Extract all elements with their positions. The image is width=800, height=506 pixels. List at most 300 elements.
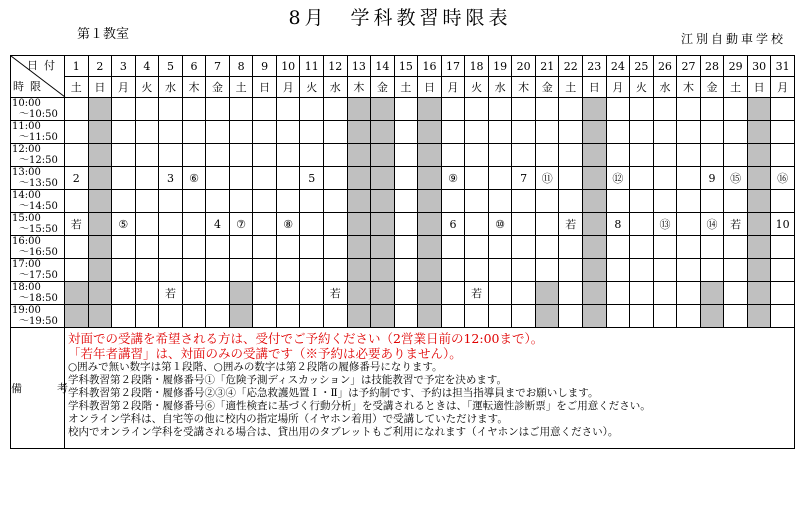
schedule-cell xyxy=(182,236,206,259)
weekday-label: 日 xyxy=(253,77,277,98)
schedule-cell xyxy=(159,236,183,259)
day-number: 2 xyxy=(88,56,112,77)
day-number: 8 xyxy=(229,56,253,77)
schedule-cell xyxy=(630,236,654,259)
schedule-cell xyxy=(488,282,512,305)
schedule-cell xyxy=(700,282,724,305)
schedule-cell xyxy=(418,213,442,236)
schedule-cell xyxy=(229,305,253,328)
schedule-cell xyxy=(88,144,112,167)
schedule-cell: 若 xyxy=(724,213,748,236)
schedule-cell xyxy=(182,98,206,121)
schedule-cell xyxy=(253,121,277,144)
schedule-cell xyxy=(229,190,253,213)
schedule-cell xyxy=(559,144,583,167)
schedule-cell xyxy=(324,305,348,328)
weekday-label: 土 xyxy=(559,77,583,98)
day-number: 19 xyxy=(488,56,512,77)
schedule-cell xyxy=(583,98,607,121)
day-number: 26 xyxy=(653,56,677,77)
weekday-label: 木 xyxy=(182,77,206,98)
schedule-cell xyxy=(300,213,324,236)
schedule-cell xyxy=(465,167,489,190)
schedule-cell xyxy=(88,190,112,213)
schedule-cell xyxy=(300,144,324,167)
schedule-cell xyxy=(276,282,300,305)
weekday-label: 金 xyxy=(700,77,724,98)
schedule-cell xyxy=(88,236,112,259)
weekday-label: 日 xyxy=(747,77,771,98)
schedule-cell xyxy=(324,144,348,167)
schedule-cell: ⑤ xyxy=(112,213,136,236)
schedule-cell xyxy=(112,236,136,259)
schedule-cell xyxy=(394,213,418,236)
room-label: 第１教室 xyxy=(77,27,130,42)
schedule-cell xyxy=(300,305,324,328)
day-number: 14 xyxy=(371,56,395,77)
period-row xyxy=(11,305,795,328)
schedule-cell: 若 xyxy=(465,282,489,305)
schedule-cell xyxy=(418,190,442,213)
schedule-cell xyxy=(300,236,324,259)
schedule-cell xyxy=(677,259,701,282)
schedule-cell: ⑯ xyxy=(771,167,795,190)
schedule-cell: 7 xyxy=(512,167,536,190)
schedule-cell xyxy=(606,236,630,259)
schedule-cell xyxy=(371,121,395,144)
corner-date-label: 日付 xyxy=(27,59,61,72)
schedule-cell xyxy=(347,167,371,190)
period-end: 〜15:50 xyxy=(19,224,58,235)
schedule-cell xyxy=(747,282,771,305)
schedule-cell xyxy=(559,190,583,213)
schedule-cell xyxy=(112,305,136,328)
schedule-cell xyxy=(300,121,324,144)
period-end: 〜10:50 xyxy=(19,109,58,120)
schedule-cell xyxy=(512,305,536,328)
schedule-cell xyxy=(512,213,536,236)
schedule-cell xyxy=(347,121,371,144)
period-time xyxy=(11,190,65,213)
weekday-label: 土 xyxy=(65,77,89,98)
schedule-cell xyxy=(700,144,724,167)
schedule-cell xyxy=(135,305,159,328)
schedule-cell xyxy=(677,121,701,144)
schedule-cell xyxy=(630,98,654,121)
schedule-cell: 9 xyxy=(700,167,724,190)
day-number: 24 xyxy=(606,56,630,77)
schedule-cell xyxy=(276,190,300,213)
schedule-cell xyxy=(559,98,583,121)
schedule-cell xyxy=(653,305,677,328)
schedule-cell xyxy=(677,282,701,305)
schedule-cell xyxy=(747,144,771,167)
schedule-cell: 3 xyxy=(159,167,183,190)
schedule-cell xyxy=(653,167,677,190)
weekday-label: 木 xyxy=(347,77,371,98)
schedule-cell xyxy=(700,121,724,144)
schedule-cell xyxy=(135,167,159,190)
schedule-cell xyxy=(182,282,206,305)
notes-body xyxy=(65,328,795,449)
weekday-label: 月 xyxy=(606,77,630,98)
period-row xyxy=(11,121,795,144)
period-row xyxy=(11,98,795,121)
day-number: 5 xyxy=(159,56,183,77)
schedule-cell xyxy=(653,190,677,213)
schedule-cell xyxy=(112,144,136,167)
schedule-cell xyxy=(677,167,701,190)
day-number: 10 xyxy=(276,56,300,77)
schedule-cell xyxy=(488,236,512,259)
day-number: 31 xyxy=(771,56,795,77)
schedule-cell xyxy=(700,236,724,259)
weekday-label: 火 xyxy=(630,77,654,98)
schedule-cell xyxy=(347,190,371,213)
schedule-cell xyxy=(653,144,677,167)
schedule-cell xyxy=(512,282,536,305)
schedule-cell xyxy=(488,98,512,121)
schedule-cell xyxy=(276,98,300,121)
schedule-cell xyxy=(465,144,489,167)
schedule-cell xyxy=(371,236,395,259)
day-number: 12 xyxy=(324,56,348,77)
schedule-cell xyxy=(182,190,206,213)
schedule-cell: 若 xyxy=(159,282,183,305)
note-line: 学科教習第２段階・履修番号①「危険予測ディスカッション」は技能教習で予定を決めます。 xyxy=(68,374,508,386)
weekday-label: 金 xyxy=(371,77,395,98)
schedule-cell: 10 xyxy=(771,213,795,236)
schedule-cell xyxy=(441,121,465,144)
schedule-cell xyxy=(324,167,348,190)
note-line: 学科教習第２段階・履修番号②③④「応急救護処置Ｉ・Ⅱ」は予約制です、予約は担当指導員までお願いします。 xyxy=(68,387,599,399)
weekday-label: 月 xyxy=(441,77,465,98)
notes-heading: 備 考 xyxy=(11,328,65,449)
period-time xyxy=(11,305,65,328)
schedule-cell xyxy=(441,190,465,213)
schedule-cell xyxy=(535,144,559,167)
schedule-cell xyxy=(135,259,159,282)
schedule-cell xyxy=(630,144,654,167)
note-line: 学科教習第２段階・履修番号⑥「適性検査に基づく行動分析」を受講されるときは、「運転適性診断票」をご用意ください。 xyxy=(68,400,651,412)
schedule-cell xyxy=(724,282,748,305)
period-end: 〜18:50 xyxy=(19,293,58,304)
schedule-cell xyxy=(771,282,795,305)
weekday-label: 月 xyxy=(276,77,300,98)
period-start: 11:00 xyxy=(12,121,41,132)
schedule-cell xyxy=(394,190,418,213)
schedule-cell xyxy=(253,259,277,282)
day-number: 28 xyxy=(700,56,724,77)
schedule-cell xyxy=(159,121,183,144)
schedule-cell: ⑩ xyxy=(488,213,512,236)
weekday-label: 土 xyxy=(394,77,418,98)
schedule-cell: 8 xyxy=(606,213,630,236)
schedule-cell xyxy=(65,190,89,213)
schedule-cell xyxy=(747,259,771,282)
schedule-cell xyxy=(65,121,89,144)
schedule-cell xyxy=(253,282,277,305)
day-number: 16 xyxy=(418,56,442,77)
schedule-cell xyxy=(747,98,771,121)
schedule-cell xyxy=(441,236,465,259)
schedule-cell xyxy=(653,236,677,259)
weekday-label: 水 xyxy=(653,77,677,98)
schedule-cell: 4 xyxy=(206,213,230,236)
schedule-cell xyxy=(441,305,465,328)
weekday-label: 木 xyxy=(512,77,536,98)
schedule-cell xyxy=(488,144,512,167)
schedule-cell xyxy=(394,121,418,144)
schedule-cell xyxy=(65,305,89,328)
schedule-cell xyxy=(441,144,465,167)
schedule-cell xyxy=(206,98,230,121)
period-start: 14:00 xyxy=(12,190,41,201)
schedule-cell xyxy=(512,236,536,259)
weekday-label: 日 xyxy=(88,77,112,98)
period-start: 16:00 xyxy=(12,236,41,247)
schedule-cell xyxy=(512,190,536,213)
schedule-cell xyxy=(630,190,654,213)
schedule-cell xyxy=(206,144,230,167)
schedule-cell xyxy=(347,98,371,121)
schedule-cell xyxy=(677,305,701,328)
schedule-cell xyxy=(88,305,112,328)
schedule-cell xyxy=(535,190,559,213)
schedule-cell xyxy=(418,144,442,167)
schedule-cell xyxy=(606,282,630,305)
day-number: 3 xyxy=(112,56,136,77)
schedule-cell xyxy=(606,98,630,121)
schedule-cell xyxy=(630,213,654,236)
period-time xyxy=(11,213,65,236)
period-end: 〜16:50 xyxy=(19,247,58,258)
schedule-cell xyxy=(724,98,748,121)
day-number: 22 xyxy=(559,56,583,77)
schedule-cell xyxy=(229,236,253,259)
schedule-cell xyxy=(88,213,112,236)
schedule-cell xyxy=(677,144,701,167)
schedule-cell xyxy=(559,282,583,305)
weekday-label: 火 xyxy=(465,77,489,98)
schedule-cell xyxy=(253,98,277,121)
period-start: 15:00 xyxy=(12,213,41,224)
schedule-cell xyxy=(653,121,677,144)
schedule-cell xyxy=(159,190,183,213)
schedule-cell xyxy=(276,167,300,190)
schedule-cell xyxy=(559,305,583,328)
schedule-cell xyxy=(394,167,418,190)
schedule-cell xyxy=(418,305,442,328)
schedule-cell xyxy=(324,98,348,121)
day-number: 11 xyxy=(300,56,324,77)
schedule-cell xyxy=(206,121,230,144)
schedule-cell xyxy=(700,305,724,328)
weekday-label: 土 xyxy=(724,77,748,98)
schedule-cell xyxy=(324,259,348,282)
period-time xyxy=(11,259,65,282)
schedule-cell xyxy=(747,190,771,213)
weekday-label: 土 xyxy=(229,77,253,98)
schedule-cell xyxy=(394,282,418,305)
schedule-cell xyxy=(512,121,536,144)
schedule-cell xyxy=(324,121,348,144)
schedule-cell xyxy=(253,305,277,328)
schedule-cell xyxy=(535,259,559,282)
schedule-cell xyxy=(512,259,536,282)
schedule-cell xyxy=(347,236,371,259)
schedule-cell xyxy=(112,259,136,282)
schedule-cell xyxy=(606,305,630,328)
schedule-cell: ⑥ xyxy=(182,167,206,190)
period-row xyxy=(11,282,795,305)
schedule-cell xyxy=(135,282,159,305)
schedule-cell xyxy=(347,305,371,328)
schedule-cell xyxy=(677,98,701,121)
schedule-cell xyxy=(630,282,654,305)
day-number: 17 xyxy=(441,56,465,77)
day-number: 20 xyxy=(512,56,536,77)
schedule-cell xyxy=(135,190,159,213)
schedule-cell: ⑮ xyxy=(724,167,748,190)
schedule-cell xyxy=(65,236,89,259)
schedule-cell xyxy=(159,259,183,282)
day-number: 30 xyxy=(747,56,771,77)
schedule-cell xyxy=(724,259,748,282)
schedule-cell xyxy=(88,167,112,190)
school-name: 江別自動車学校 xyxy=(680,32,786,46)
note-line: ○囲みで無い数字は第１段階、○囲みの数字は第２段階の履修番号になります。 xyxy=(68,361,443,373)
schedule-cell xyxy=(394,144,418,167)
day-number: 21 xyxy=(535,56,559,77)
schedule-cell xyxy=(441,259,465,282)
schedule-cell xyxy=(112,190,136,213)
day-number: 7 xyxy=(206,56,230,77)
schedule-cell xyxy=(747,121,771,144)
schedule-cell xyxy=(771,236,795,259)
schedule-cell xyxy=(371,213,395,236)
schedule-cell xyxy=(583,305,607,328)
period-end: 〜17:50 xyxy=(19,270,58,281)
schedule-cell: ⑬ xyxy=(653,213,677,236)
schedule-cell: ⑪ xyxy=(535,167,559,190)
schedule-cell xyxy=(112,167,136,190)
schedule-cell xyxy=(159,213,183,236)
period-time xyxy=(11,236,65,259)
period-start: 18:00 xyxy=(12,282,41,293)
day-number: 6 xyxy=(182,56,206,77)
schedule-cell xyxy=(347,259,371,282)
schedule-cell xyxy=(488,305,512,328)
schedule-cell xyxy=(371,144,395,167)
schedule-cell xyxy=(535,305,559,328)
schedule-cell xyxy=(535,236,559,259)
schedule-cell xyxy=(276,236,300,259)
schedule-cell xyxy=(112,121,136,144)
schedule-cell xyxy=(206,282,230,305)
schedule-cell: ⑦ xyxy=(229,213,253,236)
schedule-cell xyxy=(112,98,136,121)
schedule-cell xyxy=(253,236,277,259)
schedule-cell xyxy=(182,121,206,144)
schedule-cell xyxy=(206,190,230,213)
schedule-cell: 6 xyxy=(441,213,465,236)
schedule-cell xyxy=(583,190,607,213)
period-start: 10:00 xyxy=(12,98,41,109)
schedule-cell xyxy=(653,282,677,305)
schedule-cell xyxy=(206,236,230,259)
period-start: 12:00 xyxy=(12,144,41,155)
period-row xyxy=(11,144,795,167)
schedule-cell xyxy=(418,121,442,144)
period-end: 〜11:50 xyxy=(19,132,58,143)
day-number: 1 xyxy=(65,56,89,77)
schedule-cell xyxy=(441,98,465,121)
schedule-cell xyxy=(559,236,583,259)
note-line: 対面での受講を希望される方は、受付でご予約ください（2営業日前の12:00まで）。 xyxy=(68,331,544,346)
day-number: 25 xyxy=(630,56,654,77)
schedule-cell xyxy=(229,259,253,282)
schedule-cell xyxy=(700,98,724,121)
period-time xyxy=(11,121,65,144)
schedule-cell xyxy=(465,98,489,121)
schedule-cell xyxy=(324,236,348,259)
schedule-cell xyxy=(465,121,489,144)
weekday-header-row xyxy=(11,77,795,98)
schedule-cell xyxy=(747,236,771,259)
schedule-cell xyxy=(724,236,748,259)
schedule-cell xyxy=(465,236,489,259)
schedule-cell xyxy=(206,305,230,328)
period-end: 〜19:50 xyxy=(19,316,58,327)
schedule-cell xyxy=(747,305,771,328)
schedule-cell xyxy=(418,98,442,121)
schedule-cell xyxy=(724,305,748,328)
schedule-cell xyxy=(65,259,89,282)
schedule-cell xyxy=(88,98,112,121)
day-number: 15 xyxy=(394,56,418,77)
schedule-cell xyxy=(229,282,253,305)
schedule-cell xyxy=(371,167,395,190)
schedule-cell: ⑨ xyxy=(441,167,465,190)
period-time xyxy=(11,144,65,167)
schedule-cell: 若 xyxy=(559,213,583,236)
weekday-label: 月 xyxy=(112,77,136,98)
schedule-cell xyxy=(276,144,300,167)
schedule-cell xyxy=(606,190,630,213)
schedule-cell xyxy=(112,282,136,305)
schedule-cell xyxy=(159,305,183,328)
schedule-cell xyxy=(488,259,512,282)
notes-row xyxy=(11,328,795,449)
schedule-cell xyxy=(88,121,112,144)
schedule-cell xyxy=(512,144,536,167)
schedule-cell xyxy=(535,282,559,305)
schedule-cell xyxy=(771,190,795,213)
schedule-cell xyxy=(630,167,654,190)
schedule-cell: ⑫ xyxy=(606,167,630,190)
day-number: 9 xyxy=(253,56,277,77)
weekday-label: 火 xyxy=(300,77,324,98)
period-time xyxy=(11,282,65,305)
schedule-cell xyxy=(182,213,206,236)
schedule-cell xyxy=(394,259,418,282)
period-row xyxy=(11,213,795,236)
note-line: 校内でオンライン学科を受講される場合は、貸出用のタブレットもご利用になれます（イヤホンはご用意ください）。 xyxy=(68,426,619,438)
schedule-cell xyxy=(677,236,701,259)
schedule-cell xyxy=(276,305,300,328)
schedule-cell xyxy=(771,305,795,328)
